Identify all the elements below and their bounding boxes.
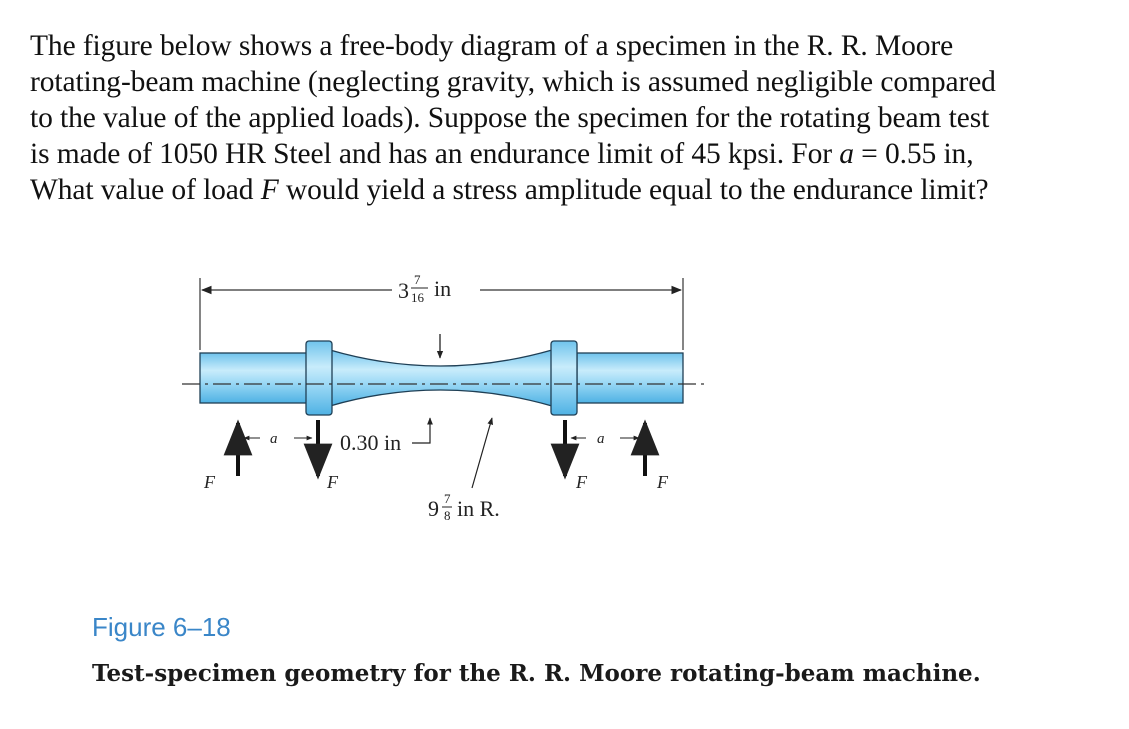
problem-line-4 <box>30 136 1110 172</box>
problem-line-4-end: = 0.55 in, <box>853 138 974 170</box>
problem-line-5 <box>30 172 1110 208</box>
problem-line-5-text: What value of load <box>30 174 261 206</box>
radius-unit: in R. <box>457 496 500 521</box>
problem-line-5-end: would yield a stress amplitude equal to the endurance limit? <box>278 174 989 206</box>
specimen <box>200 341 683 415</box>
right-shaft <box>577 353 683 403</box>
left-collar <box>306 341 332 415</box>
min-diameter-label: 0.30 in <box>340 430 402 455</box>
overall-length-num: 7 <box>414 272 421 287</box>
a-label-right: a <box>597 431 605 447</box>
figure-title: Figure 6–18 <box>92 612 231 642</box>
radius-whole: 9 <box>428 496 439 521</box>
a-label-left: a <box>270 431 278 447</box>
force-label-right-down: F <box>576 472 587 492</box>
necked-section <box>330 350 552 406</box>
force-label-left-down: F <box>327 472 338 492</box>
specimen-diagram <box>160 250 720 540</box>
variable-F: F <box>260 174 279 206</box>
overall-length-whole: 3 <box>398 278 409 303</box>
force-label-right-up: F <box>657 472 668 492</box>
problem-line-4-text: is made of 1050 HR Steel and has an endurance limit of 45 kpsi. For <box>30 138 840 170</box>
problem-line-3: to the value of the applied loads). Suppose the specimen for the rotating beam test <box>30 102 990 134</box>
figure-caption: Test-specimen geometry for the R. R. Moore rotating-beam machine. <box>92 660 981 687</box>
overall-length-den: 16 <box>411 290 424 305</box>
radius-den: 8 <box>444 508 451 523</box>
overall-length-unit: in <box>434 276 452 301</box>
radius-leader <box>472 418 492 488</box>
force-label-left-up: F <box>204 472 215 492</box>
problem-statement <box>30 28 1110 208</box>
radius-num: 7 <box>444 491 451 506</box>
right-collar <box>551 341 577 415</box>
problem-line-1: The figure below shows a free-body diagram of a specimen in the R. R. Moore <box>30 30 954 62</box>
problem-line-2: rotating-beam machine (neglecting gravity, which is assumed negligible compared <box>30 66 996 98</box>
min-diameter-leader <box>412 418 430 443</box>
variable-a: a <box>839 138 854 170</box>
left-shaft <box>200 353 308 403</box>
